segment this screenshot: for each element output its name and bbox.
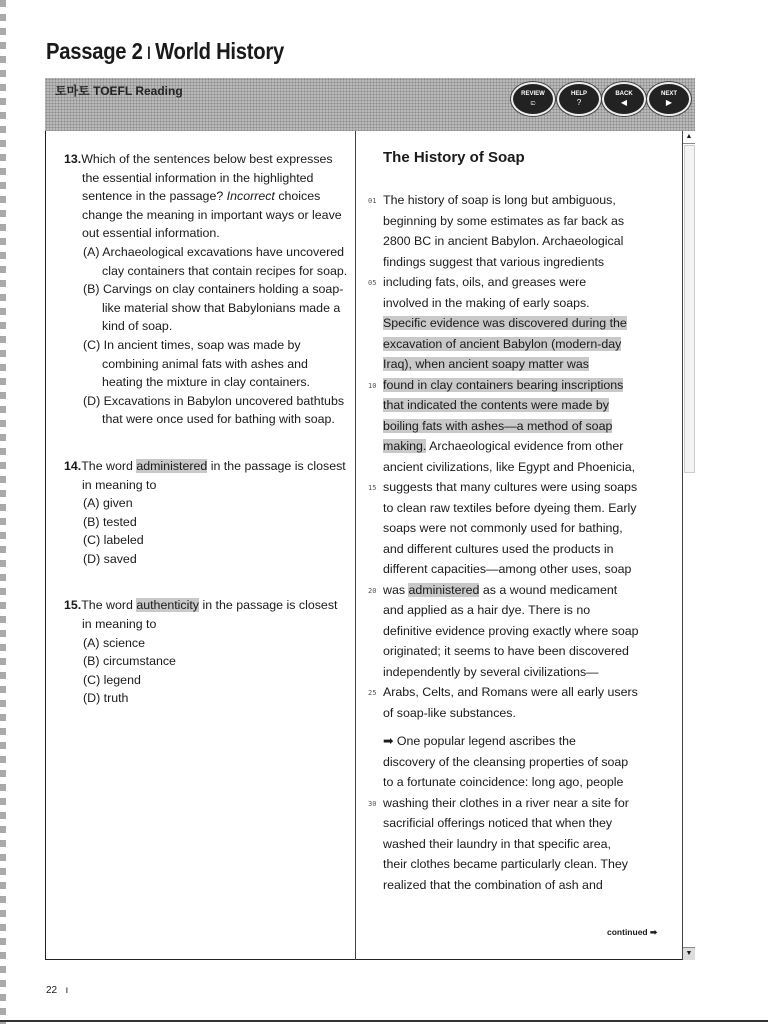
line-text: originated; it seems to have been discovered bbox=[383, 644, 629, 658]
passage-line bbox=[368, 703, 668, 724]
binding-margin bbox=[0, 0, 6, 1024]
passage-line bbox=[368, 416, 668, 437]
question-15 bbox=[64, 596, 349, 708]
line-text: their clothes became particularly clean. They bbox=[383, 857, 628, 871]
highlighted-sentence: Iraq), when ancient soapy matter was bbox=[383, 357, 589, 371]
line-text: findings suggest that various ingredients bbox=[383, 254, 605, 269]
line-number: 10 bbox=[368, 381, 377, 390]
answer-option[interactable]: (C) In ancient times, soap was made by combining animal fats with ashes and heating the mixture in clay containers. bbox=[83, 337, 310, 390]
passage-line bbox=[368, 793, 668, 814]
passage-scrollbar[interactable] bbox=[682, 131, 695, 960]
question-number: 15. bbox=[64, 598, 82, 613]
passage-line bbox=[368, 834, 668, 855]
passage-line bbox=[368, 813, 668, 834]
question-number: 13. bbox=[64, 152, 82, 166]
passage-line bbox=[368, 580, 668, 601]
stem-text: Which of the sentences below best expresses the essential information in the highlighted sentence in the passage? bbox=[81, 152, 333, 204]
stem-emphasis: Incorrect bbox=[226, 189, 275, 204]
next-button-label: NEXT bbox=[660, 91, 677, 97]
question-stem bbox=[64, 457, 349, 494]
line-text: beginning by some estimates as far back as bbox=[383, 213, 625, 228]
page-number-value: 22 bbox=[46, 985, 58, 996]
line-text: washed their laundry in that specific area, bbox=[383, 836, 611, 851]
question-stem bbox=[64, 596, 349, 633]
passage-line bbox=[368, 457, 668, 478]
passage-line bbox=[368, 662, 668, 683]
line-number: 05 bbox=[368, 279, 377, 287]
answer-option[interactable]: (A) science bbox=[83, 635, 145, 650]
review-button[interactable] bbox=[511, 82, 555, 116]
question-13 bbox=[64, 150, 349, 429]
line-text: including fats, oils, and greases were bbox=[383, 275, 587, 289]
line-text: as a wound medicament bbox=[479, 582, 618, 597]
help-button-label: HELP bbox=[570, 91, 587, 97]
passage-line bbox=[368, 518, 668, 539]
page-title-subject: World History bbox=[155, 38, 284, 64]
scroll-thumb[interactable] bbox=[684, 145, 695, 473]
passage-line bbox=[368, 621, 668, 642]
question-number: 14. bbox=[64, 458, 82, 473]
line-text: was bbox=[383, 582, 409, 597]
page-title-separator: ı bbox=[146, 38, 152, 64]
line-text: and different cultures used the products in bbox=[383, 541, 614, 556]
answer-option[interactable]: (B) Carvings on clay containers holding a soap-like material show that Babylonians made a kind of soap. bbox=[83, 282, 344, 334]
passage-line bbox=[368, 498, 668, 519]
line-number: 01 bbox=[368, 197, 377, 205]
question-14 bbox=[64, 457, 349, 569]
passage-line bbox=[368, 752, 668, 773]
brand-label: 토마토 TOEFL Reading bbox=[55, 84, 183, 98]
passage-line bbox=[368, 313, 668, 334]
line-text: The history of soap is long but ambiguous, bbox=[383, 193, 616, 207]
passage-line bbox=[368, 334, 668, 355]
passage-line bbox=[368, 231, 668, 252]
highlighted-text: administered bbox=[408, 582, 480, 597]
passage-line bbox=[368, 252, 668, 273]
passage-line bbox=[368, 559, 668, 580]
answer-option[interactable]: (D) Excavations in Babylon uncovered bathtubs that were once used for bathing with soap. bbox=[83, 393, 345, 427]
line-text: different capacities—among other uses, soap bbox=[383, 562, 632, 576]
line-text: independently by several civilizations— bbox=[383, 664, 599, 679]
answer-option[interactable]: (B) circumstance bbox=[83, 654, 176, 669]
line-number: 25 bbox=[368, 689, 377, 697]
answer-option[interactable]: (A) Archaeological excavations have uncovered clay containers that contain recipes for soap. bbox=[83, 244, 348, 278]
review-button-label: REVIEW bbox=[521, 91, 545, 97]
highlighted-word: administered bbox=[136, 458, 208, 473]
passage-line bbox=[368, 600, 668, 621]
line-text: ➡ One popular legend ascribes the bbox=[383, 734, 576, 748]
passage-line bbox=[368, 354, 668, 375]
scroll-down-icon[interactable]: ▼ bbox=[683, 947, 695, 960]
line-number: 30 bbox=[368, 799, 377, 808]
line-text: discovery of the cleansing properties of soap bbox=[383, 754, 629, 769]
stem-text: The word bbox=[81, 598, 137, 613]
answer-option[interactable]: (C) labeled bbox=[83, 533, 144, 548]
question-pane bbox=[64, 150, 349, 736]
toefl-toolbar bbox=[45, 78, 695, 131]
page-number-mark: ı bbox=[65, 985, 69, 996]
page-title-main: Passage 2 bbox=[46, 38, 143, 64]
passage-line bbox=[368, 436, 668, 457]
line-text: involved in the making of early soaps. bbox=[383, 295, 590, 310]
stem-text: choices change the meaning in important ways or leave out essential information. bbox=[82, 189, 342, 241]
help-button[interactable] bbox=[557, 82, 601, 116]
arrow-right-icon: ▶ bbox=[665, 98, 673, 107]
passage-title: The History of Soap bbox=[383, 149, 525, 166]
answer-option[interactable]: (D) truth bbox=[83, 691, 129, 706]
page-title bbox=[46, 38, 284, 65]
passage-line bbox=[368, 539, 668, 560]
answer-option[interactable]: (A) given bbox=[83, 496, 133, 511]
line-text: sacrificial offerings noticed that when they bbox=[383, 816, 613, 830]
passage-line bbox=[368, 477, 668, 498]
paragraph-gap bbox=[368, 723, 668, 731]
highlighted-word: authenticity bbox=[136, 598, 200, 613]
passage-line bbox=[368, 731, 668, 752]
highlighted-sentence: boiling fats with ashes—a method of soap bbox=[383, 418, 613, 433]
line-text: of soap-like substances. bbox=[383, 705, 516, 720]
continued-label: continued ➡ bbox=[607, 927, 658, 937]
line-text: Archaeological evidence from other bbox=[426, 439, 624, 453]
line-text: suggests that many cultures were using soaps bbox=[383, 480, 638, 494]
passage-line bbox=[368, 375, 668, 396]
passage-body bbox=[368, 190, 668, 895]
passage-line bbox=[368, 854, 668, 875]
line-text: to a fortunate coincidence: long ago, people bbox=[383, 775, 624, 789]
line-number: 20 bbox=[368, 586, 377, 595]
passage-line bbox=[368, 293, 668, 314]
highlighted-sentence: excavation of ancient Babylon (modern-day bbox=[383, 336, 622, 351]
line-text: realized that the combination of ash and bbox=[383, 877, 603, 892]
passage-line bbox=[368, 395, 668, 416]
review-icon: ಐ bbox=[530, 98, 536, 107]
back-button[interactable] bbox=[602, 82, 646, 116]
arrow-left-icon: ◀ bbox=[620, 98, 628, 107]
highlighted-sentence: that indicated the contents were made by bbox=[383, 398, 609, 412]
stem-text: The word bbox=[81, 458, 137, 473]
line-text: to clean raw textiles before dyeing them. Early bbox=[383, 500, 637, 515]
line-text: 2800 BC in ancient Babylon. Archaeological bbox=[383, 234, 624, 248]
question-stem bbox=[64, 150, 349, 243]
highlighted-text: making. bbox=[383, 439, 427, 453]
passage-line bbox=[368, 641, 668, 662]
line-text: Arabs, Celts, and Romans were all early users bbox=[383, 685, 638, 699]
line-number: 15 bbox=[368, 484, 377, 492]
passage-line bbox=[368, 682, 668, 703]
line-text: and applied as a hair dye. There is no bbox=[383, 603, 591, 617]
page-number bbox=[46, 985, 68, 996]
answer-option[interactable]: (C) legend bbox=[83, 672, 141, 687]
question-icon: ? bbox=[576, 98, 582, 107]
bottom-rule bbox=[0, 1020, 768, 1022]
line-text: washing their clothes in a river near a site for bbox=[383, 795, 629, 810]
passage-line bbox=[368, 875, 668, 896]
next-button[interactable] bbox=[647, 82, 691, 116]
line-text: ancient civilizations, like Egypt and Phoenicia, bbox=[383, 459, 636, 474]
line-text: soaps were not commonly used for bathing, bbox=[383, 521, 623, 535]
passage-line bbox=[368, 272, 668, 293]
passage-line bbox=[368, 211, 668, 232]
back-button-label: BACK bbox=[615, 91, 633, 97]
pane-divider bbox=[355, 131, 356, 960]
stem-text: in the passage is closest in meaning to bbox=[82, 458, 346, 492]
passage-line bbox=[368, 190, 668, 211]
passage-line bbox=[368, 772, 668, 793]
line-text: definitive evidence proving exactly where soap bbox=[383, 623, 639, 638]
scroll-up-icon[interactable]: ▲ bbox=[683, 131, 695, 144]
highlighted-sentence: Specific evidence was discovered during the bbox=[383, 316, 627, 330]
stem-text: in the passage is closest in meaning to bbox=[82, 598, 338, 632]
answer-option[interactable]: (D) saved bbox=[83, 551, 137, 566]
highlighted-sentence: found in clay containers bearing inscriptions bbox=[383, 377, 624, 392]
answer-option[interactable]: (B) tested bbox=[83, 514, 137, 529]
